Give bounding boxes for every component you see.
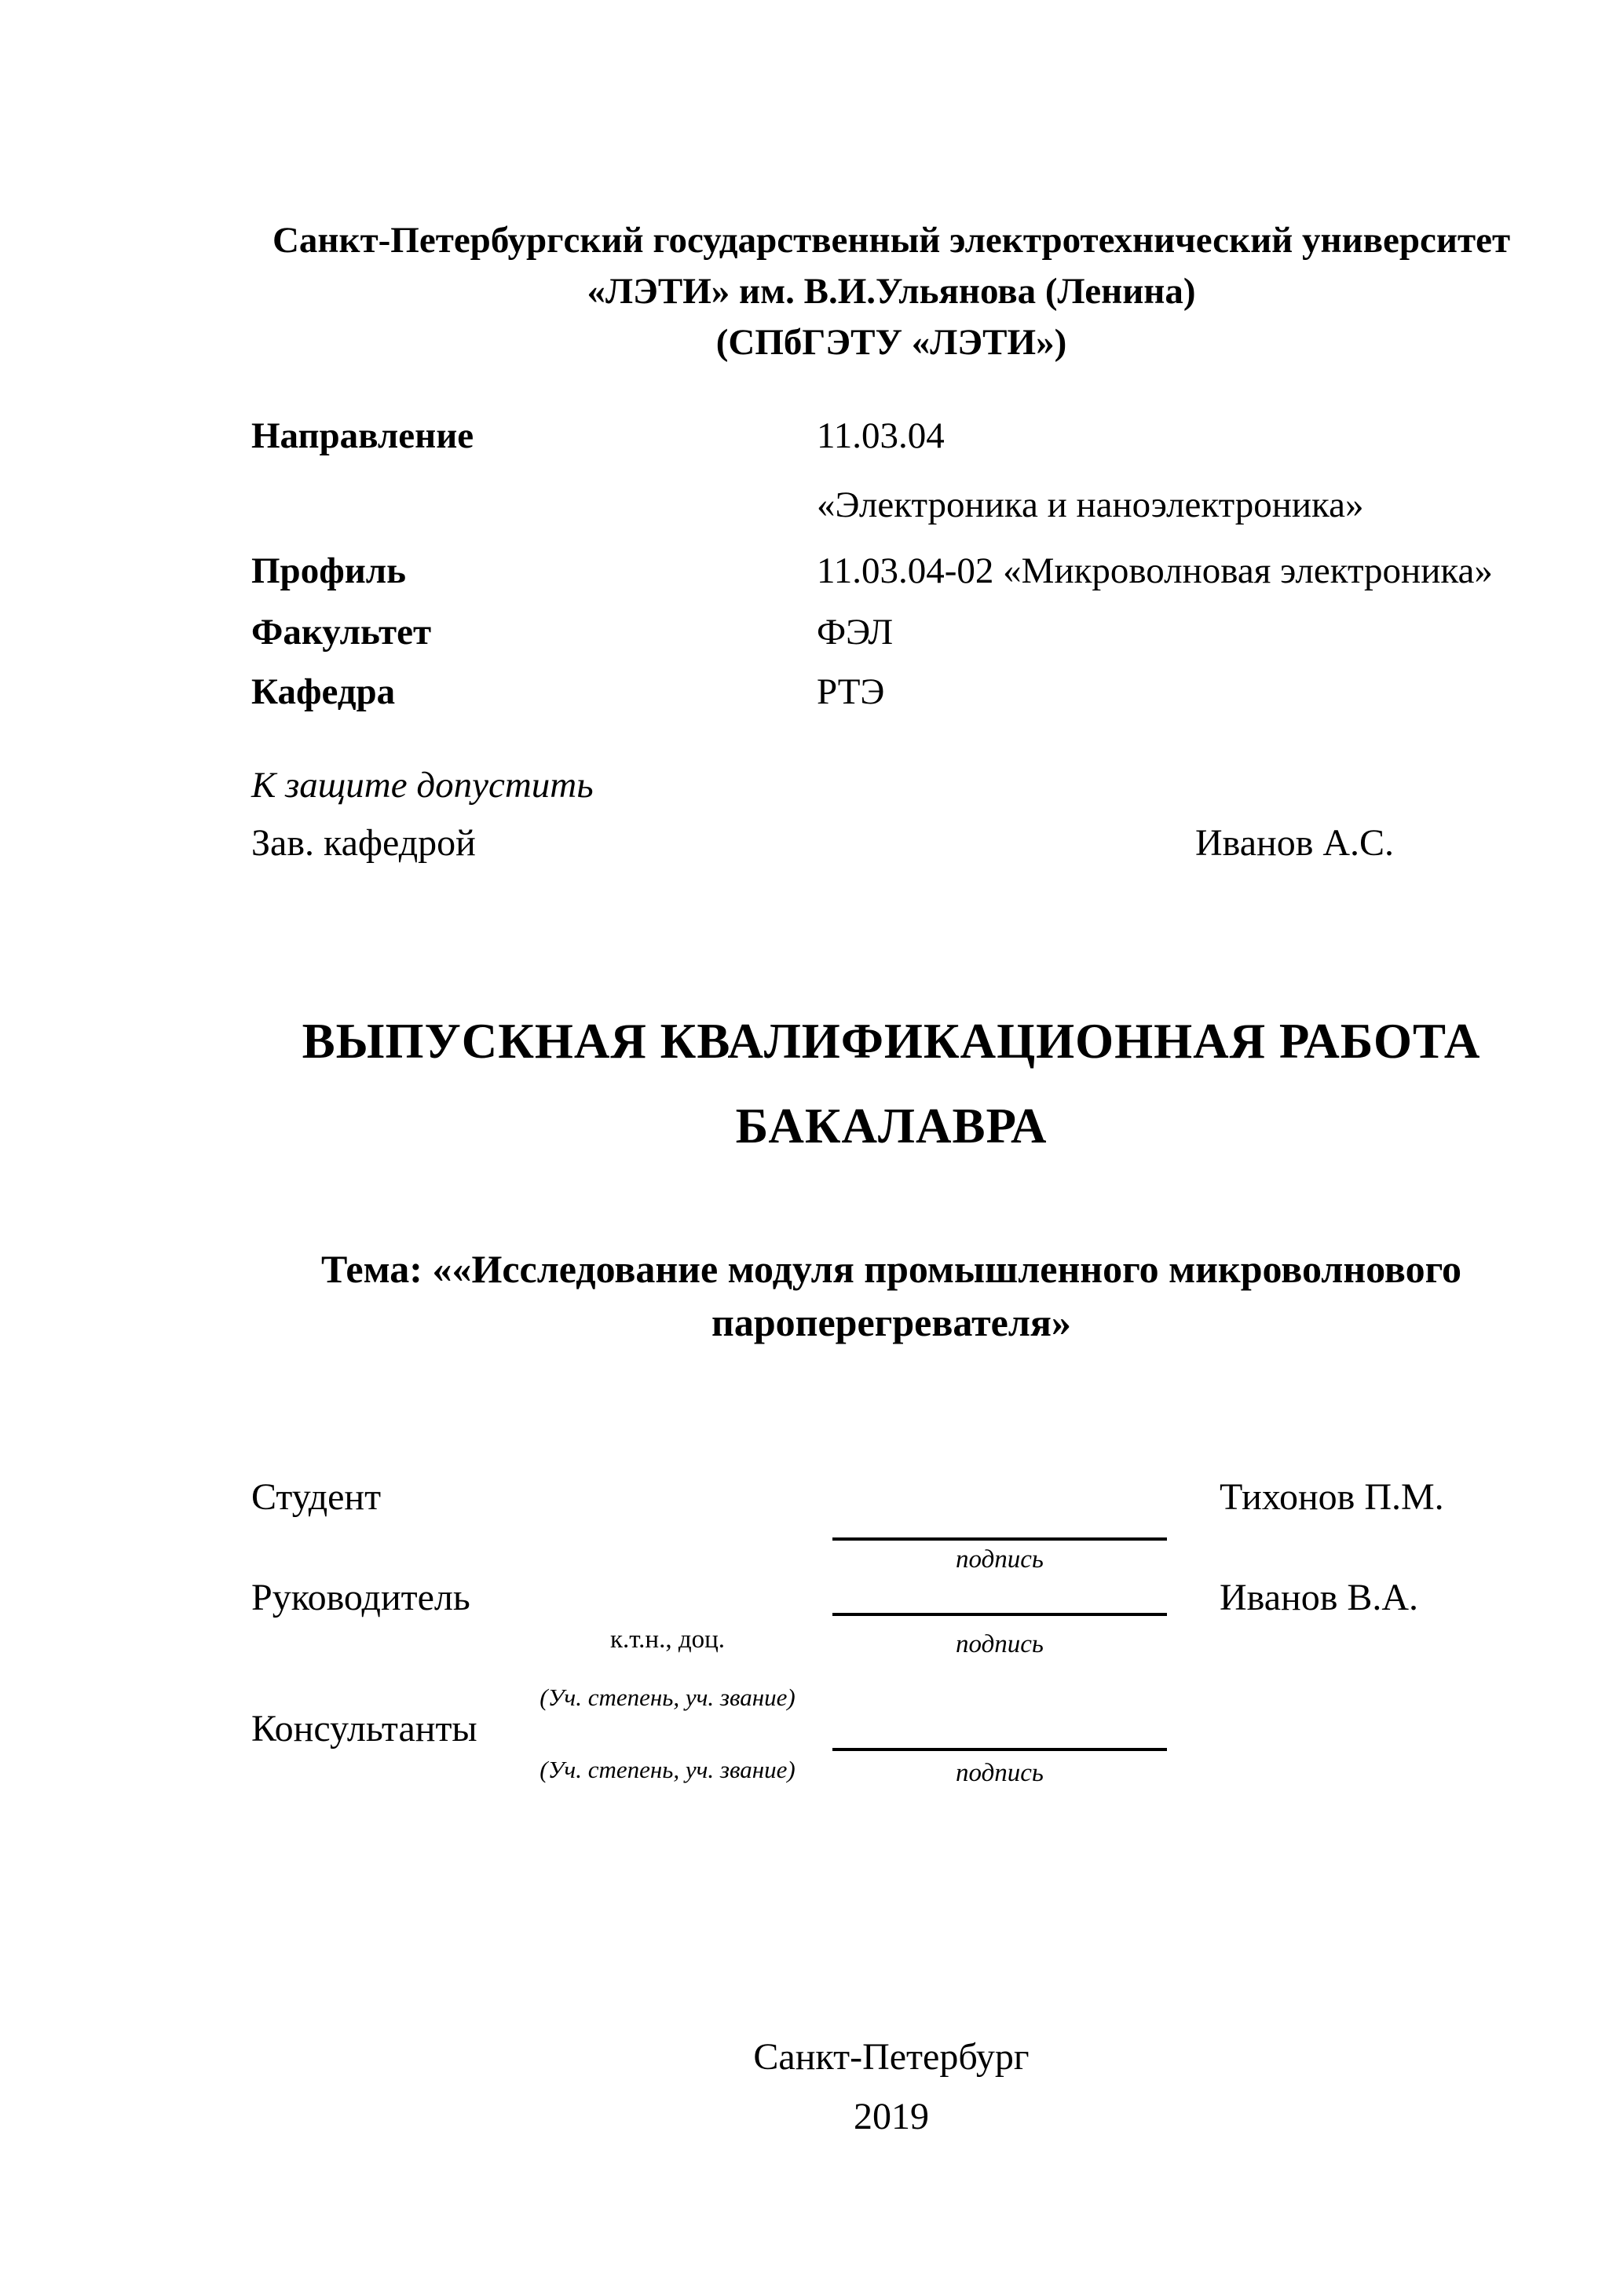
signature-caption-supervisor: подпись	[956, 1630, 1044, 1658]
department-head-label: Зав. кафедрой	[251, 822, 476, 864]
topic-line-2: пароперегревателя»	[711, 1300, 1071, 1344]
field-label-faculty: Факультет	[251, 612, 432, 653]
signature-line-student	[832, 1537, 1167, 1541]
footer-year: 2019	[854, 2096, 929, 2137]
signature-caption-consultants: подпись	[956, 1759, 1044, 1787]
field-label-department: Кафедра	[251, 671, 396, 712]
signature-caption-student: подпись	[956, 1545, 1044, 1574]
signature-name-student: Тихонов П.М.	[1220, 1476, 1444, 1518]
signature-role-supervisor: Руководитель	[251, 1577, 470, 1618]
university-header	[173, 215, 1610, 368]
admission-phrase: К защите допустить	[251, 765, 594, 806]
topic	[173, 1242, 1610, 1349]
field-label-direction: Направление	[251, 415, 474, 456]
signature-line-consultants	[832, 1748, 1167, 1751]
degree-hint-supervisor: (Уч. степень, уч. звание)	[540, 1684, 796, 1711]
topic-line-1: Тема: ««Исследование модуля промышленного микроволнового	[320, 1247, 1462, 1291]
footer-city: Санкт-Петербург	[753, 2036, 1030, 2078]
field-value-faculty: ФЭЛ	[817, 612, 894, 653]
degree-hint-consultants: (Уч. степень, уч. звание)	[540, 1756, 796, 1783]
signature-role-consultants: Консультанты	[251, 1708, 477, 1749]
field-value-department: РТЭ	[817, 671, 885, 712]
field-value-profile: 11.03.04-02 «Микроволновая электроника»	[817, 550, 1493, 591]
main-title-line-1: ВЫПУСКНАЯ КВАЛИФИКАЦИОННАЯ РАБОТА	[302, 1014, 1481, 1069]
department-head-name: Иванов А.С.	[1195, 822, 1395, 864]
signature-role-student: Студент	[251, 1476, 382, 1518]
university-header-line-2: «ЛЭТИ» им. В.И.Ульянова (Ленина)	[587, 271, 1196, 312]
field-value-direction-code: 11.03.04	[817, 415, 945, 456]
university-header-line-3: (СПбГЭТУ «ЛЭТИ»)	[715, 322, 1067, 363]
supervisor-degree: к.т.н., доц.	[609, 1625, 726, 1654]
signature-name-supervisor: Иванов В.А.	[1220, 1577, 1419, 1618]
main-title-line-2: БАКАЛАВРА	[735, 1099, 1048, 1153]
signature-line-supervisor	[832, 1613, 1167, 1616]
main-title	[173, 999, 1610, 1168]
field-label-profile: Профиль	[251, 550, 407, 591]
university-header-line-1: Санкт-Петербургский государственный электротехнический университет	[272, 220, 1511, 261]
field-value-direction-name: «Электроника и наноэлектроника»	[817, 484, 1364, 525]
